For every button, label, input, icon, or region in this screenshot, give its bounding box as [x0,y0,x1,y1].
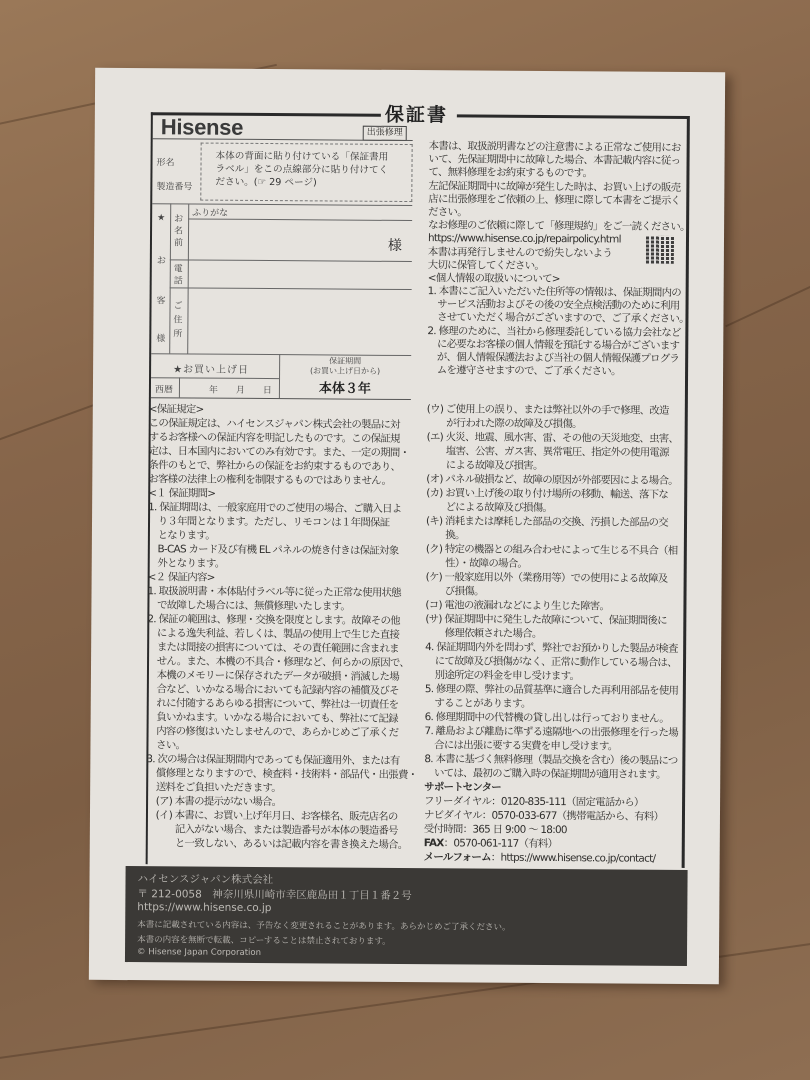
text-line: 本体の背面に貼り付けている「保証書用 [215,150,389,163]
text-line: で故障した場合には、無償修理いたします。 [147,599,351,613]
text-line: 大切に保管してください。 [427,258,545,272]
text-line: 6. 修理期間中の代替機の貸し出しは行っておりません。 [424,711,670,725]
purchase-date-label: ★お買い上げ日 [173,364,250,376]
company-url[interactable]: https://www.hisense.co.jp [137,901,272,915]
footer-note-2: 本書の内容を無断で転載、コピーすることは禁止されております。 [137,935,391,947]
text-line: が、個人情報保護法および当社の個人情報保護プログラ [427,351,680,365]
support-hours: 受付時間：365 日 9:00 〜 18:00 [423,823,567,837]
text-line: (ウ) ご使用上の誤り、または弊社以外の手で修理、改造 [426,403,669,417]
label-instruction [215,150,388,190]
hisense-logo: Hisense [160,114,244,140]
text-line: <２ 保証内容> [147,571,215,584]
support-heading: サポートセンター [424,781,502,794]
text-line: 負いかねます。いかなる場合においても、弊社にて記録 [146,711,398,725]
warranty-period-sub: (お買い上げ日から) [309,366,381,376]
text-line: 1. 取扱説明書・本体貼付ラベル等に従った正常な使用状態 [147,585,401,599]
text-line: 本書は、取扱説明書などの注意書による正常なご使用にお [428,140,681,154]
warranty-form [151,138,413,400]
text-line: サービス活動およびその後の安全点検活動のために利用 [427,298,680,313]
text-line: 本書は再発行しませんので紛失しないよう [427,245,613,259]
company-name: ハイセンスジャパン株式会社 [137,873,274,887]
text-line: (ケ) 一般家庭用以外（業務用等）での使用による故障及 [425,571,668,585]
text-line: するお客様への保証内容を明記したものです。この保証規 [148,431,400,445]
text-line: 修理依頼された場合。 [425,627,542,640]
text-line: 2. 修理のために、当社から修理委託している協力会社など [427,324,681,339]
text-line: 合など、いかなる場合においても記録内容の補償及びそ [146,683,399,697]
mail-form-label: メールフォーム [423,851,491,864]
text-line: 別途所定の料金を申し受けます。 [424,669,580,683]
text-line: 左記保証期間中に故障が発生した時は、お買い上げの販売 [428,179,681,194]
divider [151,377,279,379]
text-line: 本機のメモリーに保存されたデータが破損・消滅した場 [146,669,399,683]
customer-label-char: お [156,256,166,267]
wood-grain [725,275,810,328]
honorific: 様 [387,237,403,254]
text-line: <個人情報の取扱いについて> [427,272,560,285]
text-line: 記入がない場合、または製造番号が本体の製造番号 [145,823,398,837]
company-address: 〒 212-0058 神奈川県川崎市幸区鹿島田１丁目１番２号 [137,888,412,903]
field-label-column [169,203,189,353]
text-line: 4. 保証期間内外を問わず、弊社でお預かりした製品が検査 [425,641,678,655]
text-line: 8. 本書に基づく無料修理（製品交換を含む）後の製品につ [424,753,678,767]
furigana-label: ふりがな [192,208,229,219]
text-line: (キ) 消耗または摩耗した部品の交換、汚損した部品の交 [425,515,668,529]
text-line: 3. 次の場合は保証期間内であっても保証適用外、または有 [146,753,400,767]
text-line: (コ) 電池の液漏れなどにより生じた障害。 [425,599,610,613]
text-line: が行われた際の故障及び損傷。 [426,417,582,431]
warranty-terms-left [146,402,420,852]
text-line: https://www.hisense.co.jp/repairpolicy.html [427,232,621,246]
customer-label-char: 様 [156,334,166,345]
text-line: 性）・故障の場合。 [425,557,528,570]
text-line: させていただく場合がございますので、ご了承ください。 [427,311,689,326]
service-type-badge: 出張修理 [363,126,407,141]
text-line: (サ) 保証期間中に発生した故障について、保証期間後に [425,613,667,627]
text-line: 7. 離島および離島に準ずる遠隔地への出張修理を行った場 [424,725,678,739]
text-line: いては、最初のご購入時の保証期間が適用されます。 [424,767,666,781]
text-line: に必要なお客様の個人情報を預託する場合がございます [427,337,680,352]
text-line: (ア) 本書の提示がない場合。 [146,795,282,809]
text-line: ラベル」をこの点線部分に貼り付けてく [215,163,389,176]
support-center [424,780,664,866]
mail-form-line [424,850,663,866]
text-line: (オ) パネル破損など、故障の原因が外部要因による場合。 [426,473,678,487]
text-line: 送料をご負担いただきます。 [146,781,282,795]
text-line: となります。 [147,529,215,542]
footer-note-1: 本書に記載されている内容は、予告なく変更されることがあります。あらかじめご了承ください。 [137,920,511,933]
text-line: せん。また、本機の不具合・修理など、何らかの原因で、 [147,655,410,670]
text-line: ださい。 [428,206,467,219]
star-mark: ★ [157,213,166,224]
text-line: この保証規定は、ハイセンスジャパン株式会社の製品に対 [148,417,400,431]
label-paste-area [200,143,412,202]
text-line: なお修理のご依頼に際して「修理規約」をご一読ください。 [428,219,690,234]
free-dial: フリーダイヤル：0120-835-111（固定電話から） [424,795,644,809]
warranty-card [89,68,725,984]
model-label: 形名 [156,158,175,169]
name-label: お名前 [173,214,184,249]
address-input[interactable] [188,288,410,354]
text-line: 換。 [425,529,465,542]
text-line: 塩害、公害、ガス害、異常電圧、指定外の使用電源 [426,445,669,459]
era-label: 西暦 [154,385,173,396]
text-line: 合には出張に要する実費を申し受けます。 [424,739,618,753]
text-line: による故障及び損害。 [426,459,543,472]
text-line: 店に出張修理をご依頼の上、修理に際して本書をご提示く [428,192,681,207]
text-line: 1. 本書にご記入いただいた住所等の情報は、保証期間内の [427,285,682,299]
text-line: 内容の修復はいたしませんので、あらかじめご了承くだ [146,725,399,739]
text-line: 5. 修理の際、弊社の品質基準に適合した再利用部品を使用 [424,683,679,697]
text-line: にて故障及び損傷がなく、正常に動作している場合は、 [425,655,677,669]
text-line: どによる故障及び損傷。 [426,501,553,515]
text-line: れに付随するあらゆる損害について、弊社は一切責任を [146,697,399,711]
fax-number: ：0570-061-117（有料） [443,837,558,851]
text-line: 外となります。 [147,557,225,570]
name-input[interactable] [189,219,411,260]
text-line: さい。 [146,739,186,752]
customer-column [151,203,171,353]
text-line: て、無料修理をお約束するものです。 [428,166,593,180]
text-line: (ク) 特定の機器との組み合わせによって生じる不具合（相 [425,543,678,557]
text-line: することがあります。 [424,697,531,710]
frame-line [457,114,689,119]
phone-input[interactable] [189,260,411,288]
copyright: © Hisense Japan Corporation [136,947,262,958]
purchase-date-input[interactable]: 年 月 日 [208,385,272,397]
text-line: または間接の損害については、その責任範囲に含まれま [147,641,399,655]
customer-label-char: 客 [156,296,166,307]
fax-label: FAX [423,837,444,850]
text-line: び損傷。 [425,585,484,598]
text-line: り３年間となります。ただし、リモコンは１年間保証 [147,515,390,529]
text-line: による逸失利益、若しくは、製品の使用上で生じた直接 [147,627,400,641]
warranty-period-value: 本体３年 [318,381,372,397]
text-line: 定は、日本国内においてのみ有効です。また、一定の期間・ [148,445,410,460]
serial-label: 製造番号 [156,182,193,193]
document-title: 保証書 [384,103,448,127]
text-line: <保証規定> [148,403,204,416]
qr-code-icon[interactable] [646,236,674,264]
phone-label: 電話 [173,264,183,287]
text-line: いて、先保証期間中に故障した場合、本書記載内容に従っ [428,153,681,168]
text-line: (イ) 本書に、お買い上げ年月日、お客様名、販売店名の [145,809,398,823]
divider [179,377,180,397]
text-line: ださい。(☞ 29 ページ) [215,176,317,189]
mail-form-link[interactable]: ：https://www.hisense.co.jp/contact/ [490,851,656,865]
text-line: <１ 保証期間> [148,487,216,500]
text-line: 1. 保証期間は、一般家庭用でのご使用の場合、ご購入日よ [148,501,402,515]
warranty-period-label: 保証期間 [329,356,362,366]
footer-band [125,866,688,966]
text-line: お客様の法律上の権利を制限するものではありません。 [148,473,392,487]
text-line: 償修理となりますので、検査料・技術料・部品代・出張費・ [146,767,418,782]
text-line: (カ) お買い上げ後の取り付け場所の移動、輸送、落下な [426,487,669,501]
text-line: 2. 保証の範囲は、修理・交換を限度とします。故障その他 [147,613,400,627]
text-line: と一致しない、あるいは記載内容を書き換えた場合。 [145,837,408,852]
address-label: ご住所 [173,301,183,340]
navi-dial: ナビダイヤル：0570-033-677（携帯電話から、有料） [423,809,664,823]
text-line: 条件のもとで、弊社からの保証をお約束するものであり、 [148,459,401,473]
text-line: (エ) 火災、地震、風水害、雷、その他の天災地変、虫害、 [426,431,679,445]
warranty-terms-right [424,402,680,782]
text-line: B-CAS カード及び有機 EL パネルの焼き付きは保証対象 [147,543,399,557]
text-line: ムを遵守させますので、ご了承ください。 [427,364,621,378]
